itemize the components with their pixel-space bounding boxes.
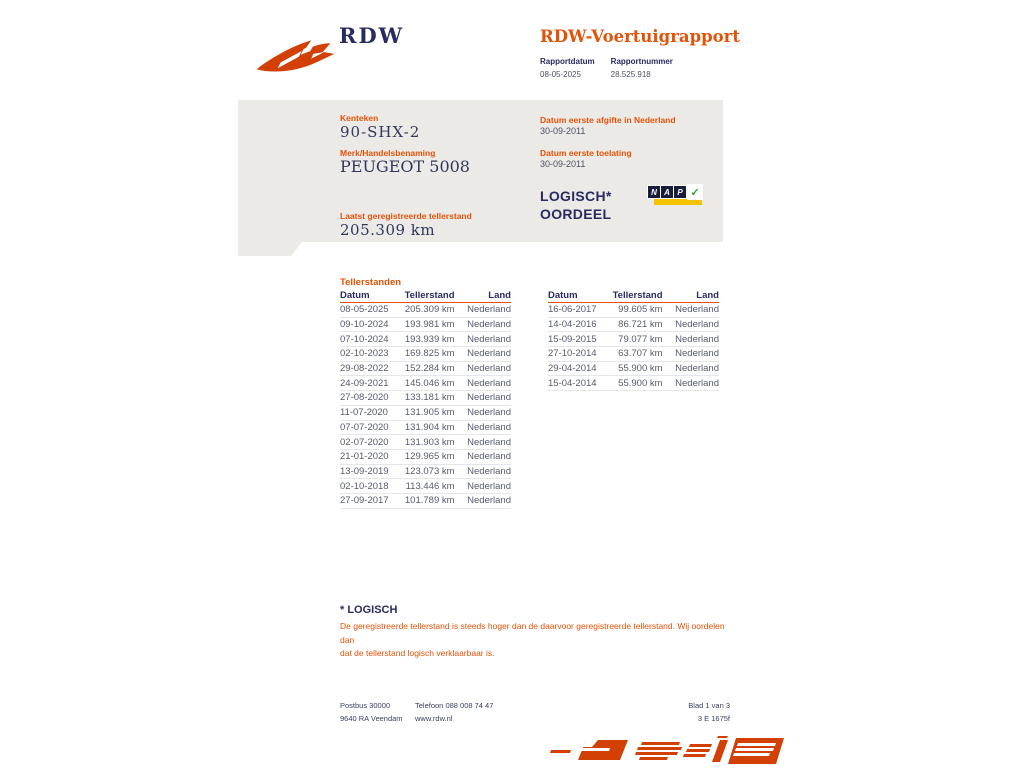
table-cell: Nederland — [675, 304, 719, 316]
table-cell: 63.707 km — [618, 348, 663, 360]
table-cell: 205.309 km — [404, 304, 455, 316]
nap-letter-n: N — [648, 186, 660, 198]
table-cell: 09-10-2024 — [340, 319, 389, 331]
table-cell: Nederland — [467, 495, 511, 507]
table-cell: 55.900 km — [618, 363, 663, 375]
table-row — [340, 391, 511, 406]
eerste-afgifte-label: Datum eerste afgifte in Nederland — [540, 115, 676, 125]
page-title: RDW-Voertuigrapport — [540, 27, 740, 46]
table-row — [548, 303, 719, 318]
table-cell: 07-10-2024 — [340, 333, 389, 345]
table-cell: Nederland — [675, 363, 719, 375]
table-cell: Nederland — [467, 348, 511, 360]
table-cell: 27-08-2020 — [340, 392, 389, 404]
table-cell: Nederland — [675, 333, 719, 345]
table-body — [340, 303, 511, 509]
kenteken-label: Kenteken — [340, 113, 379, 123]
report-number-value: 28.525.918 — [610, 70, 651, 79]
eerste-afgifte-value: 30-09-2011 — [540, 126, 586, 136]
table-cell: Nederland — [467, 377, 511, 389]
oordeel-line1: LOGISCH* — [540, 188, 612, 204]
table-cell: Nederland — [467, 333, 511, 345]
table-row — [548, 318, 719, 333]
table-row — [340, 318, 511, 333]
table-row — [548, 376, 719, 391]
table-cell: 131.905 km — [404, 407, 455, 419]
table-row — [340, 362, 511, 377]
table-header-row — [340, 290, 511, 303]
table-cell: 16-06-2017 — [548, 304, 597, 316]
table-cell: 14-04-2016 — [548, 319, 597, 331]
footer-page-info — [600, 699, 730, 725]
table-cell: 101.789 km — [404, 495, 455, 507]
footer-city: 9640 RA Veendam — [340, 714, 403, 723]
merk-label: Merk/Handelsbenaming — [340, 148, 436, 158]
merk-value: PEUGEOT 5008 — [340, 157, 470, 176]
report-date-value: 08-05-2025 — [540, 70, 581, 79]
table-cell: 169.825 km — [404, 348, 455, 360]
column-header-datum: Datum — [548, 290, 578, 301]
table-row — [340, 347, 511, 362]
report-meta — [540, 57, 673, 79]
column-header-tellerstand: Tellerstand — [404, 290, 455, 301]
table-cell: 02-07-2020 — [340, 436, 389, 448]
table-cell: 27-09-2017 — [340, 495, 389, 507]
column-header-land: Land — [488, 290, 511, 301]
panel-corner-tab — [238, 242, 302, 256]
footer-phone: Telefoon 088 008 74 47 — [415, 701, 494, 710]
table-cell: Nederland — [467, 392, 511, 404]
column-header-land: Land — [696, 290, 719, 301]
table-cell: Nederland — [467, 421, 511, 433]
table-cell: 131.903 km — [404, 436, 455, 448]
footer-postbus: Postbus 30000 — [340, 701, 391, 710]
table-body — [548, 303, 719, 391]
table-cell: 79.077 km — [618, 333, 663, 345]
table-cell: 21-01-2020 — [340, 451, 389, 463]
table-cell: Nederland — [675, 319, 719, 331]
oordeel-line2: OORDEEL — [540, 206, 612, 222]
table-cell: Nederland — [467, 304, 511, 316]
eerste-toelating-value: 30-09-2011 — [540, 159, 586, 169]
nap-letter-a: A — [661, 186, 673, 198]
rdw-bird-logo-icon — [253, 26, 335, 74]
nap-logo — [647, 185, 705, 209]
footer-deco-graphic — [550, 734, 790, 768]
table-cell: Nederland — [467, 451, 511, 463]
table-cell: Nederland — [675, 377, 719, 389]
table-cell: 131.904 km — [404, 421, 455, 433]
eerste-toelating-label: Datum eerste toelating — [540, 148, 632, 158]
table-cell: Nederland — [467, 363, 511, 375]
table-cell: 02-10-2023 — [340, 348, 389, 360]
report-date-field — [540, 57, 595, 79]
table-cell: 152.284 km — [404, 363, 455, 375]
table-row — [340, 406, 511, 421]
footnote-line2: dat de tellerstand logisch verklaarbaar is. — [340, 648, 495, 658]
table-cell: 113.446 km — [405, 480, 455, 492]
table-row — [340, 435, 511, 450]
table-cell: Nederland — [467, 436, 511, 448]
nap-checkmark-icon: ✓ — [688, 185, 702, 199]
table-cell: Nederland — [675, 348, 719, 360]
report-number-field — [611, 57, 673, 79]
table-cell: 145.046 km — [404, 377, 455, 389]
table-cell: Nederland — [467, 407, 511, 419]
column-header-datum: Datum — [340, 290, 370, 301]
table-cell: 29-08-2022 — [340, 363, 389, 375]
table-cell: 02-10-2018 — [340, 480, 389, 492]
footer-page-number: Blad 1 van 3 — [688, 701, 730, 710]
footnote-title: * LOGISCH — [340, 604, 398, 616]
tellerstanden-section-title: Tellerstanden — [340, 277, 402, 288]
table-cell: 08-05-2025 — [340, 304, 389, 316]
table-cell: Nederland — [467, 319, 511, 331]
kenteken-value: 90-SHX-2 — [340, 123, 421, 141]
table-cell: 11-07-2020 — [340, 407, 388, 419]
odometer-table-right — [548, 290, 719, 391]
footnote-text — [340, 620, 740, 661]
table-header-row — [548, 290, 719, 303]
report-date-label: Rapportdatum — [540, 57, 595, 66]
report-number-label: Rapportnummer — [610, 57, 673, 66]
table-cell: 133.181 km — [404, 392, 455, 404]
table-row — [548, 362, 719, 377]
table-row — [340, 450, 511, 465]
table-cell: 24-09-2021 — [340, 377, 389, 389]
footer-contact — [415, 699, 493, 725]
table-cell: 27-10-2014 — [548, 348, 597, 360]
table-cell: 99.605 km — [618, 304, 663, 316]
table-cell: 129.965 km — [404, 451, 455, 463]
table-cell: 123.073 km — [404, 465, 455, 477]
footer-website: www.rdw.nl — [415, 714, 453, 723]
table-cell: 29-04-2014 — [548, 363, 597, 375]
table-row — [548, 332, 719, 347]
table-row — [340, 376, 511, 391]
table-cell: Nederland — [467, 480, 511, 492]
column-header-tellerstand: Tellerstand — [612, 290, 663, 301]
table-row — [340, 465, 511, 480]
oordeel-verdict — [540, 187, 612, 223]
table-row — [340, 421, 511, 436]
footer-form-code: 3 E 1675f — [697, 714, 730, 723]
table-cell: 15-04-2014 — [548, 377, 597, 389]
table-cell: Nederland — [467, 465, 511, 477]
rdw-wordmark: RDW — [339, 23, 405, 48]
table-row — [340, 479, 511, 494]
table-cell: 193.939 km — [404, 333, 455, 345]
table-cell: 193.981 km — [404, 319, 455, 331]
table-cell: 13-09-2019 — [340, 465, 389, 477]
table-cell: 86.721 km — [618, 319, 663, 331]
table-row — [340, 303, 511, 318]
table-row — [548, 347, 719, 362]
footer-address — [340, 699, 403, 725]
table-cell: 15-09-2015 — [548, 333, 597, 345]
table-cell: 55.900 km — [618, 377, 663, 389]
odometer-table-left — [340, 290, 511, 509]
footnote-line1: De geregistreerde tellerstand is steeds hoger dan de daarvoor geregistreerde tellerstand. Wij oordelen dan — [340, 621, 725, 645]
tellerstand-label: Laatst geregistreerde tellerstand — [340, 211, 472, 221]
table-row — [340, 494, 511, 509]
table-row — [340, 332, 511, 347]
nap-letter-p: P — [674, 186, 686, 198]
table-cell: 07-07-2020 — [340, 421, 389, 433]
tellerstand-value: 205.309 km — [340, 221, 436, 239]
